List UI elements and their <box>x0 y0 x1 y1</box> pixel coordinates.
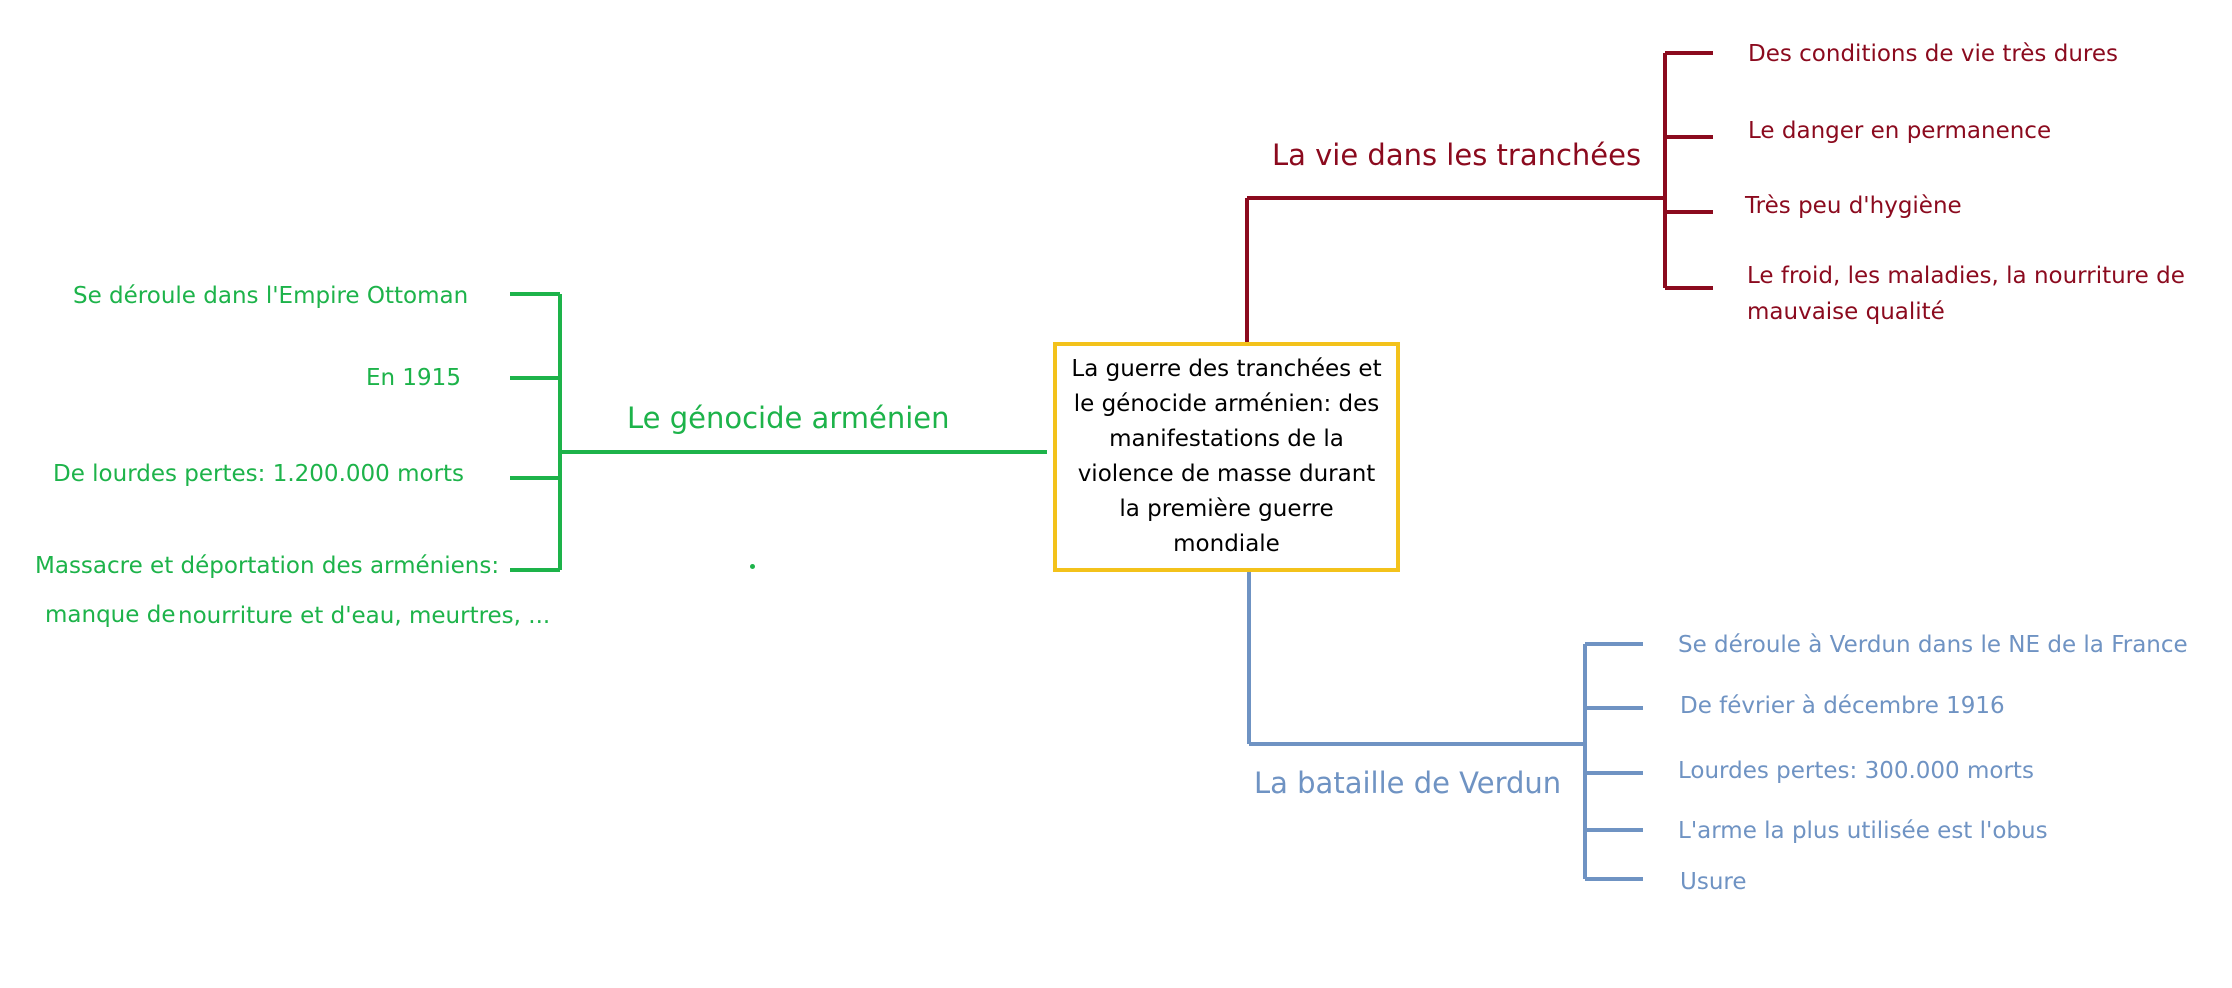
central-topic-box <box>1053 342 1400 572</box>
verdun-item-2: De février à décembre 1916 <box>1680 693 2005 719</box>
trenches-item-3: Très peu d'hygiène <box>1745 193 1962 219</box>
verdun-item-5: Usure <box>1680 869 1747 895</box>
genocide-item-2: En 1915 <box>366 365 461 391</box>
verdun-item-3: Lourdes pertes: 300.000 morts <box>1678 758 2034 784</box>
trenches-connectors <box>1247 53 1713 342</box>
genocide-branch-title: Le génocide arménien <box>627 401 950 435</box>
trenches-item-1: Des conditions de vie très dures <box>1748 41 2118 67</box>
genocide-item-3: De lourdes pertes: 1.200.000 morts <box>53 461 465 487</box>
trenches-item-4-continued: mauvaise qualité <box>1747 299 1945 325</box>
verdun-item-4: L'arme la plus utilisée est l'obus <box>1678 818 2048 844</box>
trenches-branch-title: La vie dans les tranchées <box>1272 138 1642 172</box>
genocide-item-1: Se déroule dans l'Empire Ottoman <box>73 283 469 309</box>
genocide-item-4-continued-a: manque de <box>45 602 176 628</box>
stray-dot <box>750 564 755 569</box>
trenches-item-4: Le froid, les maladies, la nourriture de <box>1747 263 2185 289</box>
verdun-connectors <box>1249 572 1643 879</box>
trenches-item-2: Le danger en permanence <box>1748 118 2052 144</box>
verdun-branch-title: La bataille de Verdun <box>1254 766 1562 800</box>
genocide-item-4-continued-b: nourriture et d'eau, meurtres, ... <box>178 603 551 629</box>
genocide-item-4: Massacre et déportation des arméniens: <box>35 553 500 579</box>
central-topic-text: La guerre des tranchées et le génocide arménien: des manifestations de la violence de masse durant la première guerre mondiale <box>1071 356 1382 557</box>
verdun-item-1: Se déroule à Verdun dans le NE de la France <box>1678 632 2188 658</box>
